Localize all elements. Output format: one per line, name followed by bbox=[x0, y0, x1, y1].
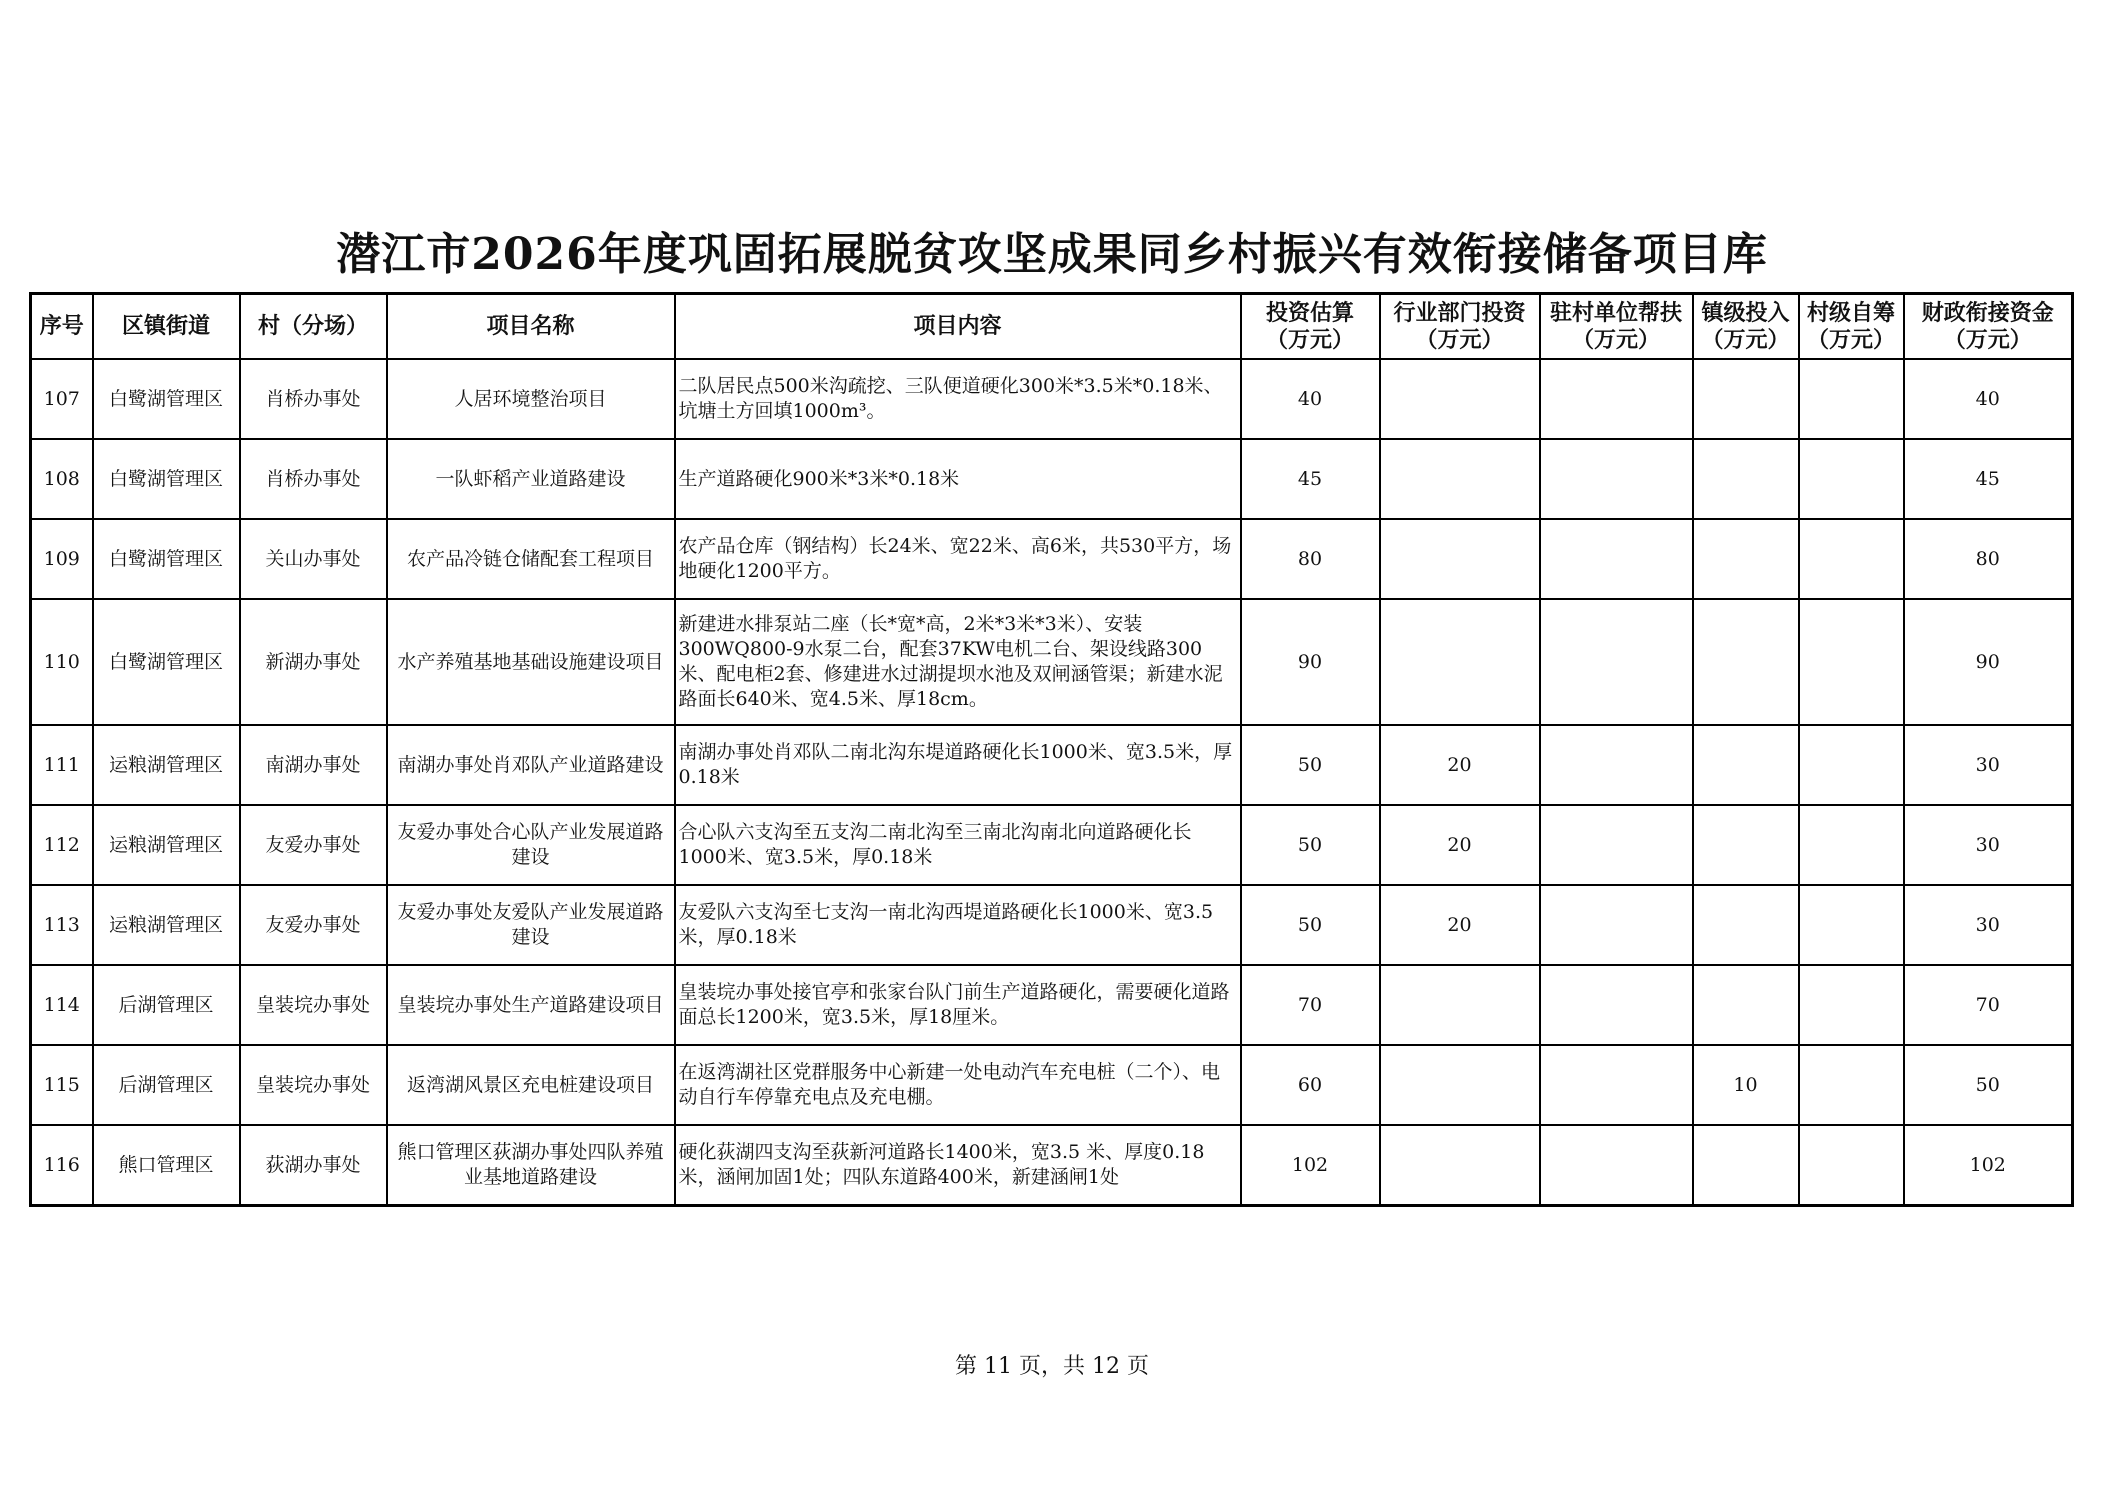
cell-village: 关山办事处 bbox=[240, 519, 387, 599]
cell-unit bbox=[1540, 1045, 1693, 1125]
header-town bbox=[1693, 294, 1799, 360]
cell-seq: 109 bbox=[31, 519, 93, 599]
cell-invest: 70 bbox=[1241, 965, 1380, 1045]
cell-district: 白鹭湖管理区 bbox=[93, 599, 240, 725]
cell-unit bbox=[1540, 1125, 1693, 1206]
cell-project-content: 在返湾湖社区党群服务中心新建一处电动汽车充电桩（二个）、电动自行车停靠充电点及充电棚。 bbox=[675, 1045, 1241, 1125]
cell-seq: 113 bbox=[31, 885, 93, 965]
cell-invest: 60 bbox=[1241, 1045, 1380, 1125]
cell-vill bbox=[1799, 725, 1904, 805]
cell-fin: 80 bbox=[1904, 519, 2073, 599]
cell-project-name: 熊口管理区荻湖办事处四队养殖业基地道路建设 bbox=[387, 1125, 675, 1206]
table-row bbox=[31, 1045, 2073, 1125]
cell-dept bbox=[1380, 1045, 1540, 1125]
cell-district: 后湖管理区 bbox=[93, 965, 240, 1045]
cell-fin: 70 bbox=[1904, 965, 2073, 1045]
cell-dept bbox=[1380, 965, 1540, 1045]
page-title: 潜江市2026年度巩固拓展脱贫攻坚成果同乡村振兴有效衔接储备项目库 bbox=[336, 229, 1768, 280]
table-row bbox=[31, 965, 2073, 1045]
cell-town bbox=[1693, 519, 1799, 599]
table-row bbox=[31, 599, 2073, 725]
cell-project-content: 硬化荻湖四支沟至荻新河道路长1400米，宽3.5 米、厚度0.18米，涵闸加固1处；四队东道路400米，新建涵闸1处 bbox=[675, 1125, 1241, 1206]
cell-project-name: 友爱办事处友爱队产业发展道路建设 bbox=[387, 885, 675, 965]
cell-district: 运粮湖管理区 bbox=[93, 725, 240, 805]
cell-invest: 40 bbox=[1241, 359, 1380, 439]
cell-town bbox=[1693, 965, 1799, 1045]
cell-dept bbox=[1380, 519, 1540, 599]
header-village: 村（分场） bbox=[240, 294, 387, 360]
cell-town bbox=[1693, 599, 1799, 725]
header-unit bbox=[1540, 294, 1693, 360]
cell-invest: 50 bbox=[1241, 885, 1380, 965]
cell-vill bbox=[1799, 805, 1904, 885]
cell-vill bbox=[1799, 1045, 1904, 1125]
cell-invest: 90 bbox=[1241, 599, 1380, 725]
cell-town bbox=[1693, 805, 1799, 885]
cell-district: 白鹭湖管理区 bbox=[93, 519, 240, 599]
header-fin-line1: 财政衔接资金 bbox=[1921, 299, 2054, 326]
cell-unit bbox=[1540, 519, 1693, 599]
cell-project-name: 一队虾稻产业道路建设 bbox=[387, 439, 675, 519]
header-seq: 序号 bbox=[31, 294, 93, 360]
header-row bbox=[31, 294, 2073, 360]
table-row bbox=[31, 439, 2073, 519]
header-vill-line1: 村级自筹 bbox=[1806, 299, 1895, 326]
header-project-content: 项目内容 bbox=[675, 294, 1241, 360]
cell-dept bbox=[1380, 599, 1540, 725]
header-dept bbox=[1380, 294, 1540, 360]
cell-project-content: 南湖办事处肖邓队二南北沟东堤道路硬化长1000米、宽3.5米，厚0.18米 bbox=[675, 725, 1241, 805]
cell-project-name: 水产养殖基地基础设施建设项目 bbox=[387, 599, 675, 725]
cell-village: 荻湖办事处 bbox=[240, 1125, 387, 1206]
cell-dept: 20 bbox=[1380, 805, 1540, 885]
cell-unit bbox=[1540, 805, 1693, 885]
header-invest bbox=[1241, 294, 1380, 360]
cell-project-name: 人居环境整治项目 bbox=[387, 359, 675, 439]
cell-vill bbox=[1799, 965, 1904, 1045]
cell-unit bbox=[1540, 359, 1693, 439]
header-vill bbox=[1799, 294, 1904, 360]
header-invest-line1: 投资估算 bbox=[1265, 299, 1354, 326]
cell-invest: 80 bbox=[1241, 519, 1380, 599]
cell-project-name: 农产品冷链仓储配套工程项目 bbox=[387, 519, 675, 599]
cell-project-content: 农产品仓库（钢结构）长24米、宽22米、高6米，共530平方，场地硬化1200平方。 bbox=[675, 519, 1241, 599]
cell-vill bbox=[1799, 885, 1904, 965]
cell-town bbox=[1693, 725, 1799, 805]
cell-project-content: 合心队六支沟至五支沟二南北沟至三南北沟南北向道路硬化长1000米、宽3.5米，厚0.18米 bbox=[675, 805, 1241, 885]
table-row bbox=[31, 885, 2073, 965]
cell-town bbox=[1693, 439, 1799, 519]
cell-invest: 50 bbox=[1241, 725, 1380, 805]
cell-invest: 45 bbox=[1241, 439, 1380, 519]
cell-project-content: 友爱队六支沟至七支沟一南北沟西堤道路硬化长1000米、宽3.5米，厚0.18米 bbox=[675, 885, 1241, 965]
cell-seq: 110 bbox=[31, 599, 93, 725]
cell-town: 10 bbox=[1693, 1045, 1799, 1125]
header-town-line2: （万元） bbox=[1701, 326, 1790, 353]
cell-vill bbox=[1799, 359, 1904, 439]
cell-seq: 114 bbox=[31, 965, 93, 1045]
cell-vill bbox=[1799, 1125, 1904, 1206]
table-row bbox=[31, 1125, 2073, 1206]
cell-dept bbox=[1380, 359, 1540, 439]
cell-vill bbox=[1799, 519, 1904, 599]
table-row bbox=[31, 359, 2073, 439]
cell-unit bbox=[1540, 725, 1693, 805]
cell-village: 皇装垸办事处 bbox=[240, 965, 387, 1045]
cell-dept bbox=[1380, 439, 1540, 519]
cell-project-content: 皇装垸办事处接官亭和张家台队门前生产道路硬化，需要硬化道路面总长1200米，宽3.5米，厚18厘米。 bbox=[675, 965, 1241, 1045]
cell-project-content: 新建进水排泵站二座（长*宽*高，2米*3米*3米）、安装300WQ800-9水泵二台，配套37KW电机二台、架设线路300米、配电柜2套、修建进水过湖提坝水池及双闸涵管渠；新建水泥路面长640米、宽4.5米、厚18cm。 bbox=[675, 599, 1241, 725]
cell-seq: 108 bbox=[31, 439, 93, 519]
cell-project-name: 南湖办事处肖邓队产业道路建设 bbox=[387, 725, 675, 805]
project-table bbox=[29, 292, 2074, 1207]
cell-vill bbox=[1799, 439, 1904, 519]
cell-fin: 90 bbox=[1904, 599, 2073, 725]
cell-district: 白鹭湖管理区 bbox=[93, 359, 240, 439]
cell-project-name: 皇装垸办事处生产道路建设项目 bbox=[387, 965, 675, 1045]
cell-dept bbox=[1380, 1125, 1540, 1206]
page-number: 第 11 页，共 12 页 bbox=[955, 1354, 1149, 1379]
cell-village: 友爱办事处 bbox=[240, 885, 387, 965]
cell-town bbox=[1693, 359, 1799, 439]
cell-unit bbox=[1540, 599, 1693, 725]
header-project-name: 项目名称 bbox=[387, 294, 675, 360]
cell-fin: 102 bbox=[1904, 1125, 2073, 1206]
header-fin bbox=[1904, 294, 2073, 360]
cell-dept: 20 bbox=[1380, 885, 1540, 965]
cell-village: 南湖办事处 bbox=[240, 725, 387, 805]
cell-district: 后湖管理区 bbox=[93, 1045, 240, 1125]
cell-seq: 115 bbox=[31, 1045, 93, 1125]
cell-invest: 102 bbox=[1241, 1125, 1380, 1206]
cell-fin: 50 bbox=[1904, 1045, 2073, 1125]
cell-fin: 30 bbox=[1904, 885, 2073, 965]
header-fin-line2: （万元） bbox=[1943, 326, 2032, 353]
header-unit-line2: （万元） bbox=[1571, 326, 1660, 353]
cell-village: 皇装垸办事处 bbox=[240, 1045, 387, 1125]
cell-town bbox=[1693, 885, 1799, 965]
cell-unit bbox=[1540, 965, 1693, 1045]
header-town-line1: 镇级投入 bbox=[1701, 299, 1790, 326]
cell-project-name: 返湾湖风景区充电桩建设项目 bbox=[387, 1045, 675, 1125]
cell-village: 肖桥办事处 bbox=[240, 439, 387, 519]
header-unit-line1: 驻村单位帮扶 bbox=[1549, 299, 1682, 326]
table-row bbox=[31, 805, 2073, 885]
cell-fin: 40 bbox=[1904, 359, 2073, 439]
cell-invest: 50 bbox=[1241, 805, 1380, 885]
cell-seq: 107 bbox=[31, 359, 93, 439]
table-row bbox=[31, 725, 2073, 805]
header-vill-line2: （万元） bbox=[1806, 326, 1895, 353]
cell-district: 熊口管理区 bbox=[93, 1125, 240, 1206]
cell-seq: 111 bbox=[31, 725, 93, 805]
header-district: 区镇街道 bbox=[93, 294, 240, 360]
cell-project-content: 生产道路硬化900米*3米*0.18米 bbox=[675, 439, 1241, 519]
cell-village: 新湖办事处 bbox=[240, 599, 387, 725]
cell-district: 运粮湖管理区 bbox=[93, 805, 240, 885]
header-invest-line2: （万元） bbox=[1265, 326, 1354, 353]
cell-town bbox=[1693, 1125, 1799, 1206]
cell-dept: 20 bbox=[1380, 725, 1540, 805]
cell-seq: 112 bbox=[31, 805, 93, 885]
cell-seq: 116 bbox=[31, 1125, 93, 1206]
cell-fin: 30 bbox=[1904, 725, 2073, 805]
cell-unit bbox=[1540, 439, 1693, 519]
cell-village: 肖桥办事处 bbox=[240, 359, 387, 439]
table-row bbox=[31, 519, 2073, 599]
cell-village: 友爱办事处 bbox=[240, 805, 387, 885]
cell-fin: 30 bbox=[1904, 805, 2073, 885]
cell-fin: 45 bbox=[1904, 439, 2073, 519]
cell-district: 运粮湖管理区 bbox=[93, 885, 240, 965]
cell-district: 白鹭湖管理区 bbox=[93, 439, 240, 519]
cell-unit bbox=[1540, 885, 1693, 965]
cell-vill bbox=[1799, 599, 1904, 725]
header-dept-line2: （万元） bbox=[1415, 326, 1504, 353]
cell-project-name: 友爱办事处合心队产业发展道路建设 bbox=[387, 805, 675, 885]
header-dept-line1: 行业部门投资 bbox=[1393, 299, 1526, 326]
cell-project-content: 二队居民点500米沟疏挖、三队便道硬化300米*3.5米*0.18米、坑塘土方回填1000m³。 bbox=[675, 359, 1241, 439]
